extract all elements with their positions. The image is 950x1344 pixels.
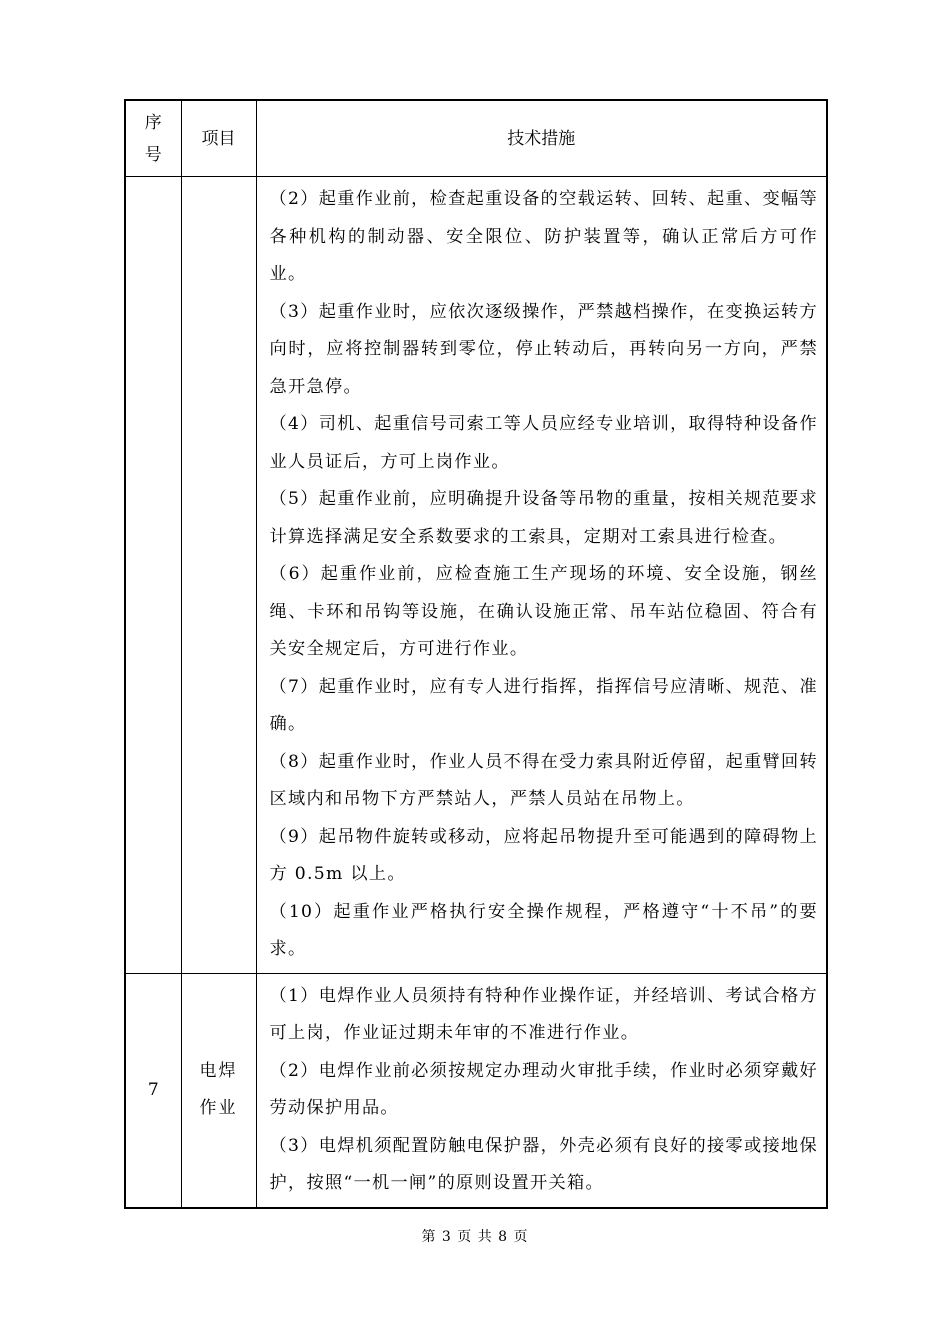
measure-paragraph: （3）电焊机须配置防触电保护器，外壳必须有良好的接零或接地保护，按照“一机一闸”的原则设置开关箱。 (269, 1135, 818, 1193)
measure-paragraph: （10）起重作业严格执行安全操作规程，严格遵守“十不吊”的要求。 (269, 901, 818, 959)
measure-paragraph: （2）起重作业前，检查起重设备的空载运转、回转、起重、变幅等各种机构的制动器、安全限位、防护装置等，确认正常后方可作业。 (269, 189, 818, 284)
measure-paragraph: （7）起重作业时，应有专人进行指挥，指挥信号应清晰、规范、准确。 (269, 676, 818, 734)
measure-paragraph: （3）起重作业时，应依次逐级操作，严禁越档操作，在变换运转方向时，应将控制器转到零位，停止转动后，再转向另一方向，严禁急开急停。 (269, 301, 818, 397)
table-row (125, 973, 827, 1208)
header-item: 项目 (181, 100, 256, 177)
table-row (125, 177, 827, 974)
measure-paragraph: （1）电焊作业人员须持有特种作业操作证，并经培训、考试合格方可上岗，作业证过期未年审的不准进行作业。 (269, 985, 818, 1043)
row-item: 电焊作业 (181, 973, 256, 1208)
table-header-row (125, 100, 827, 177)
row-tech-measures (256, 177, 827, 974)
page-number: 第 3 页 共 8 页 (421, 1229, 529, 1245)
row-tech-measures (256, 973, 827, 1208)
header-tech: 技术措施 (256, 100, 827, 177)
header-seq: 序号 (125, 100, 181, 177)
measure-paragraph: （8）起重作业时，作业人员不得在受力索具附近停留，起重臂回转区域内和吊物下方严禁站人，严禁人员站在吊物上。 (269, 751, 818, 809)
safety-measures-table (124, 99, 828, 1209)
measure-paragraph: （5）起重作业前，应明确提升设备等吊物的重量，按相关规范要求计算选择满足安全系数要求的工索具，定期对工索具进行检查。 (269, 489, 818, 547)
measure-paragraph: （9）起吊物件旋转或移动，应将起吊物提升至可能遇到的障碍物上方 0.5m 以上。 (269, 826, 818, 884)
measure-paragraph: （2）电焊作业前必须按规定办理动火审批手续，作业时必须穿戴好劳动保护用品。 (269, 1060, 818, 1118)
measure-paragraph: （4）司机、起重信号司索工等人员应经专业培训，取得特种设备作业人员证后，方可上岗作业。 (269, 414, 818, 472)
row-seq (125, 177, 181, 974)
row-seq: 7 (125, 973, 181, 1208)
page-footer (0, 1226, 950, 1246)
measure-paragraph: （6）起重作业前，应检查施工生产现场的环境、安全设施，钢丝绳、卡环和吊钩等设施，在确认设施正常、吊车站位稳固、符合有关安全规定后，方可进行作业。 (269, 564, 818, 659)
row-item (181, 177, 256, 974)
